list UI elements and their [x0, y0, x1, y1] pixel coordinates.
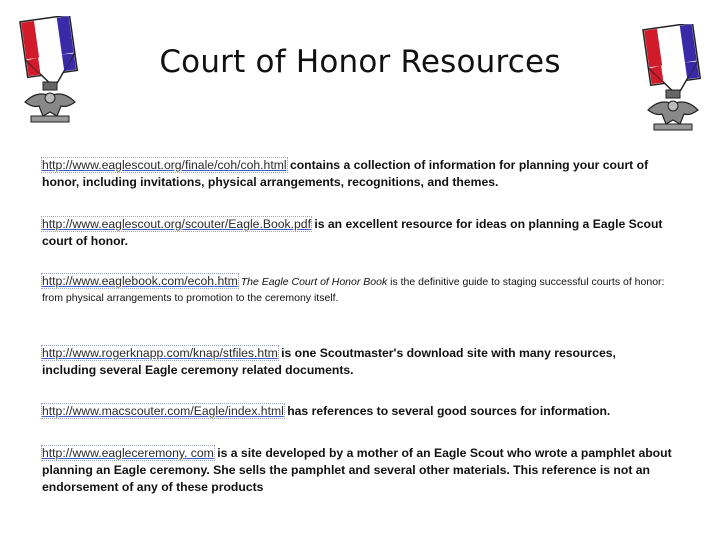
resource-entry	[42, 216, 672, 250]
resource-description: has references to several good sources for information.	[283, 404, 611, 418]
resource-description: is one Scoutmaster's download site with many resources, including several Eagle ceremony related documents.	[42, 346, 616, 377]
resource-entry	[42, 403, 672, 420]
resource-description: contains a collection of information for planning your court of honor, including invitations, physical arrangements, recognitions, and themes.	[42, 158, 649, 189]
resource-description: is the definitive guide to staging successful courts of honor: from physical arrangements to promotion to the ceremony itself.	[42, 276, 665, 304]
resource-link[interactable]: http://www.eaglebook.com/ecoh.htm	[42, 274, 238, 288]
resource-description: is a site developed by a mother of an Eagle Scout who wrote a pamphlet about planning an Eagle ceremony. She sells the pamphlet and several other materials. This reference is not an endorsement of any of these products	[42, 446, 672, 494]
resource-entry	[42, 273, 672, 306]
eagle-medal-icon	[17, 16, 83, 126]
resource-link[interactable]: http://www.rogerknapp.com/knap/stfiles.htm	[42, 346, 278, 360]
page-title: Court of Honor Resources	[159, 44, 561, 80]
resource-link[interactable]: http://www.eaglescout.org/finale/coh/coh.html	[42, 158, 287, 172]
book-title: The Eagle Court of Honor Book	[237, 276, 388, 288]
resource-entry	[42, 157, 672, 191]
resource-entry	[42, 345, 672, 379]
resource-link[interactable]: http://www.eagleceremony. com	[42, 446, 214, 460]
resource-link[interactable]: http://www.eaglescout.org/scouter/Eagle.Book.pdf	[42, 217, 311, 231]
eagle-medal-icon	[640, 24, 706, 134]
resource-link[interactable]: http://www.macscouter.com/Eagle/index.html	[42, 404, 284, 418]
resource-entry	[42, 445, 672, 496]
resource-description: is an excellent resource for ideas on planning a Eagle Scout court of honor.	[42, 217, 663, 248]
